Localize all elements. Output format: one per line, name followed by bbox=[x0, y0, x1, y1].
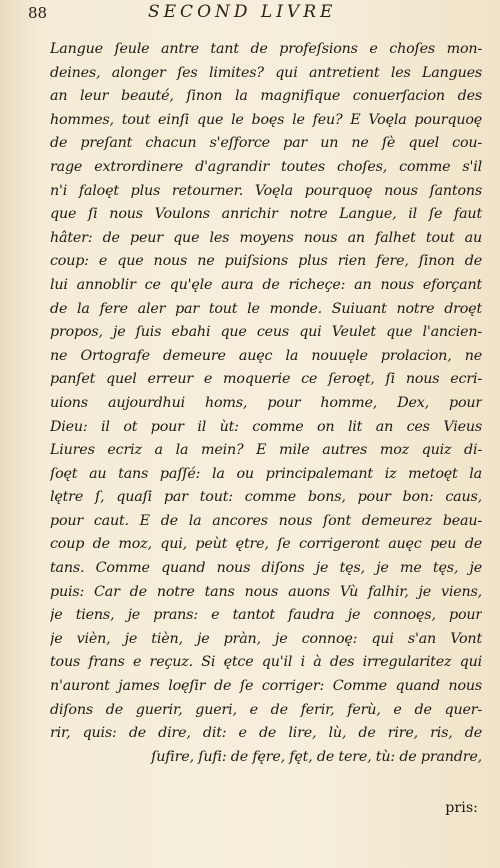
text-line: tous frans e reçuz. Si ętce qu'il i à des irregularitez qui bbox=[50, 654, 482, 671]
text-line: hâter: de peur que les moyens nous an falhet tout au bbox=[50, 229, 482, 246]
text-line: uions aujourdhui homs, pour homme, Dex, pour bbox=[50, 394, 482, 411]
text-line: n'i faloęt plus retourner. Voęla pourquoę nous ſantons bbox=[50, 182, 482, 199]
catchword: pris: bbox=[445, 800, 478, 816]
text-line: coup: e que nous ne puiſsions plus rien fere, ſinon de bbox=[50, 253, 482, 270]
text-line: ne Ortografe demeure auęc la nouuęle prolacion, ne bbox=[50, 347, 482, 364]
text-line: tans. Comme quand nous diſons je tęs, je me tęs, je bbox=[50, 560, 482, 577]
text-line: de preſant chacun s'eſforce par un ne ſè quel cou- bbox=[50, 135, 482, 152]
page-number: 88 bbox=[28, 4, 48, 22]
text-line: Langue ſeule antre tant de profeſsions e choſes mon- bbox=[50, 41, 482, 57]
text-line: rir, quis: de dire, dit: e de lire, lù, de rire, ris, de bbox=[50, 725, 482, 742]
text-line: que ſi nous Voulons anrichir notre Langue, il ſe faut bbox=[50, 206, 482, 223]
text-line: Dieu: il ot pour il ùt: comme on lit an ces Vieus bbox=[50, 418, 482, 435]
text-line: puis: Car de notre tans nous auons Vù falhir, je viens, bbox=[50, 583, 482, 600]
text-line: je tiens, je prans: e tantot faudra je connoęs, pour bbox=[50, 607, 482, 624]
text-line: je vièn, je tièn, je pràn, je connoę: qui s'an Vont bbox=[50, 630, 482, 647]
text-line: ſoęt au tans paſſé: la ou principalemant iz metoęt la bbox=[50, 465, 482, 482]
text-line: Liures ecriz a la mein? E mile autres moz quiz di- bbox=[50, 442, 482, 459]
text-line: n'auront james loęſir de ſe corriger: Comme quand nous bbox=[50, 678, 482, 695]
text-line: propos, je ſuis ebahi que ceus qui Veulet que l'ancien- bbox=[50, 324, 482, 341]
text-line: de la fere aler par tout le monde. Suiuant notre droęt bbox=[50, 300, 482, 317]
running-head: SECOND LIVRE bbox=[148, 2, 337, 22]
text-line: lui annoblir ce qu'ęle aura de richeçe: an nous eforçant bbox=[50, 276, 482, 293]
text-line: hommes, tout einſi que le boęs le feu? E Voęla pourquoę bbox=[50, 111, 482, 128]
text-line: an leur beauté, ſinon la magnifique conuerſacion des bbox=[50, 88, 482, 105]
text-line: ſufire, ſufi: de fęre, fęt, de tere, tù: de prandre, bbox=[151, 748, 482, 765]
page-header bbox=[28, 2, 480, 28]
text-line: panſet quel erreur e moquerie ce ſeroęt, ſi nous ecri- bbox=[50, 371, 482, 388]
text-line: pour caut. E de la ancores nous ſont demeurez beau- bbox=[50, 512, 482, 529]
text-line: deines, alonger ſes limites? qui antretient les Langues bbox=[50, 64, 482, 81]
text-line: coup de moz, qui, peùt ętre, ſe corrigeront auęc peu de bbox=[50, 536, 482, 553]
text-line: diſons de guerir, gueri, e de ferir, ferù, e de quer- bbox=[50, 701, 482, 718]
body-text bbox=[50, 38, 482, 769]
text-line: lętre ſ, quaſi par tout: comme bons, pour bon: caus, bbox=[50, 489, 482, 506]
text-line: rage extrordinere d'agrandir toutes choſes, comme s'il bbox=[50, 158, 482, 175]
